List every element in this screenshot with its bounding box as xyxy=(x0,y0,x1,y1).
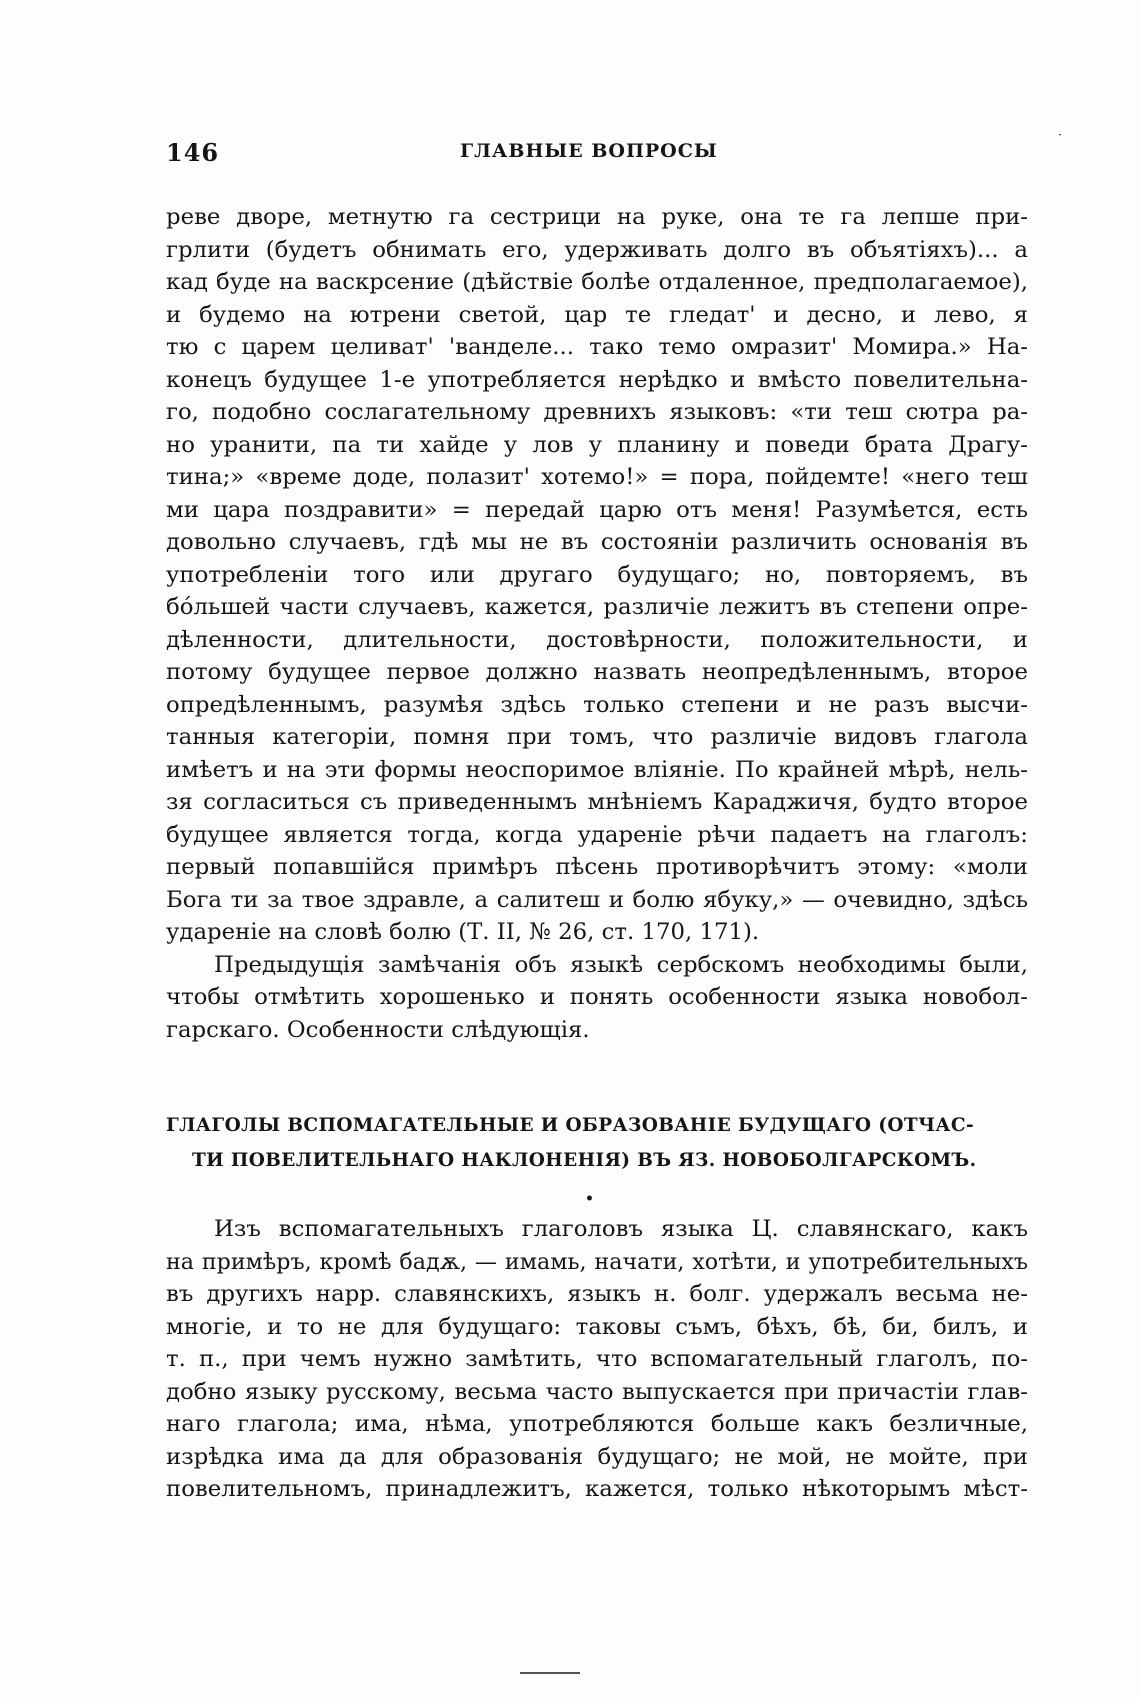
text-line: наго глагола; има, нѣма, употребляются больше какъ безличные, xyxy=(166,1411,1028,1437)
heading-line: ТИ ПОВЕЛИТЕЛЬНАГО НАКЛОНЕНІЯ) ВЪ ЯЗ. НОВОБОЛГАРСКОМЪ. xyxy=(192,1150,977,1171)
text-line: тю с царем целиват' 'ванделе... тако темо омразит' Момира.» На- xyxy=(166,334,1028,360)
text-line: потому будущее первое должно назвать неопредѣленнымъ, второе xyxy=(166,659,1028,685)
text-line: танныя категоріи, помня при томъ, что различіе видовъ глагола xyxy=(166,724,1028,750)
paragraph-1 xyxy=(166,201,1028,949)
text-line: въ другихъ нарр. славянскихъ, языкъ н. болг. удержалъ весьма не- xyxy=(166,1281,1028,1307)
text-line: го, подобно сослагательному древнихъ языковъ: «ти теш сютра ра- xyxy=(166,399,1028,425)
text-line: опредѣленнымъ, разумѣя здѣсь только степени и не разъ высчи- xyxy=(166,691,1028,718)
margin-speck: · xyxy=(1058,128,1062,142)
text-line: и будемо на ютрени светой, цар те гледат' и десно, и лево, я xyxy=(166,301,1028,328)
text-line: бóльшей части случаевъ, кажется, различіе лежитъ въ степени опре- xyxy=(166,594,1028,620)
text-line: грлити (будетъ обнимать его, удерживать долго въ объятіяхъ)... а xyxy=(166,236,1028,263)
text-line: гарскаго. Особенности слѣдующія. xyxy=(166,1016,590,1043)
text-line: изрѣдка има да для образованія будущаго; не мой, не мойте, при xyxy=(166,1443,1028,1470)
main-text xyxy=(166,201,1028,1046)
text-line: повелительномъ, принадлежитъ, кажется, только нѣкоторымъ мѣст- xyxy=(166,1476,1028,1502)
footer-rule xyxy=(520,1672,580,1674)
text-line: имѣетъ и на эти формы неоспоримое вліяніе. По крайней мѣрѣ, нель- xyxy=(166,756,1028,783)
text-line: чтобы отмѣтить хорошенько и понять особенности языка новобол- xyxy=(166,984,1028,1010)
text-line: но уранити, па ти хайде у лов у планину и поведи брата Драгу- xyxy=(166,431,1028,458)
text-line: первый попавшійся примѣръ пѣсень противорѣчитъ этому: «моли xyxy=(166,854,1028,880)
text-line: ми цара поздравити» = передай царю отъ меня! Разумѣется, есть xyxy=(166,496,1028,523)
text-line: довольно случаевъ, гдѣ мы не въ состояніи различить основанія въ xyxy=(166,529,1028,555)
page-number: 146 xyxy=(166,138,220,167)
text-line: многіе, и то не для будущаго: таковы съмъ, бѣхъ, бѣ, би, билъ, и xyxy=(166,1313,1028,1340)
text-line: зя согласиться съ приведеннымъ мнѣніемъ Караджичя, будто второе xyxy=(166,789,1028,815)
paragraph-2 xyxy=(166,949,1028,1047)
text-line: т. п., при чемъ нужно замѣтить, что вспомагательный глаголъ, по- xyxy=(166,1346,1028,1372)
text-line: добно языку русскому, весьма часто выпускается при причастіи глав- xyxy=(166,1378,1028,1405)
running-title: ГЛАВНЫЕ ВОПРОСЫ xyxy=(460,140,718,162)
text-line: Изъ вспомагательныхъ глаголовъ языка Ц. славянскаго, какъ xyxy=(214,1216,1028,1242)
paragraph-3 xyxy=(166,1213,1028,1506)
text-line: употребленіи того или другаго будущаго; но, повторяемъ, въ xyxy=(166,561,1028,588)
text-line: на примѣръ, кромѣ бадѫ, — имамь, начати, хотѣти, и употребительныхъ xyxy=(166,1248,1028,1275)
text-line: конецъ будущее 1-е употребляется нерѣдко и вмѣсто повелительна- xyxy=(166,366,1028,393)
section-text xyxy=(166,1213,1028,1506)
separator-dot: • xyxy=(585,1191,594,1207)
text-line: тина;» «време доде, полазит' хотемо!» = пора, пойдемте! «него теш xyxy=(166,464,1028,490)
section-heading xyxy=(166,1108,1028,1178)
running-head xyxy=(166,138,1026,178)
text-line: будущее является тогда, когда удареніе рѣчи падаетъ на глаголъ: xyxy=(166,821,1028,848)
text-line: Бога ти за твое здравле, а салитеш и болю ябуку,» — очевидно, здѣсь xyxy=(166,886,1028,913)
text-line: удареніе на словѣ болю (Т. II, № 26, ст. 170, 171). xyxy=(166,919,760,945)
text-line: Предыдущія замѣчанія объ языкѣ сербскомъ необходимы были, xyxy=(214,951,1028,978)
heading-line: ГЛАГОЛЫ ВСПОМАГАТЕЛЬНЫЕ И ОБРАЗОВАНІЕ БУДУЩАГО (ОТЧАС- xyxy=(166,1115,975,1136)
text-line: реве дворе, метнутю га сестрици на руке, она те га лепше при- xyxy=(166,204,1028,230)
text-line: дѣленности, длительности, достовѣрности, положительности, и xyxy=(166,626,1028,653)
text-line: кад буде на васкрсение (дѣйствіе болѣе отдаленное, предполагаемое), xyxy=(166,269,1028,295)
